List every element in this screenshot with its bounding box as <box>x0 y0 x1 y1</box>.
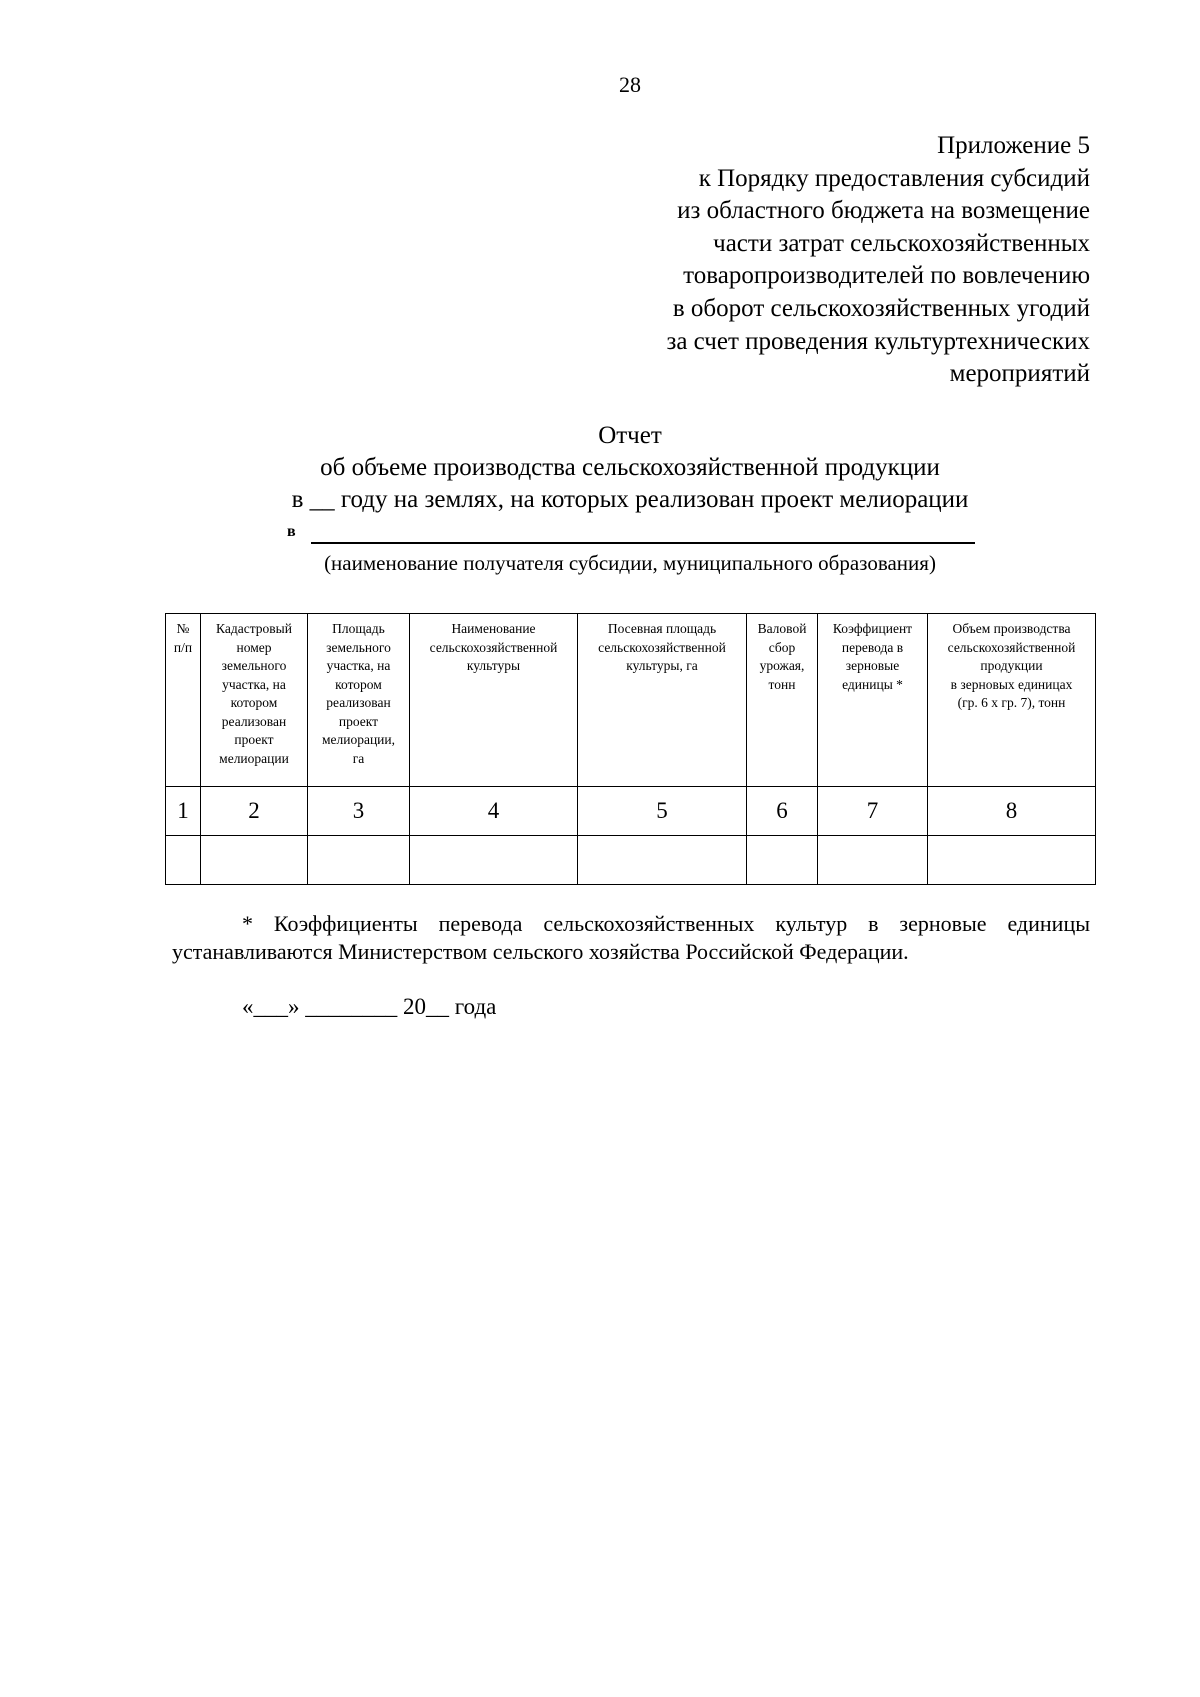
appendix-line: мероприятий <box>949 360 1090 388</box>
empty-cell <box>928 836 1096 885</box>
empty-cell <box>578 836 747 885</box>
table-header-cell <box>308 614 410 787</box>
report-subtitle-line: в __ году на землях, на которых реализован проект мелиорации <box>291 486 969 513</box>
table-header-cell <box>818 614 928 787</box>
appendix-line: Приложение 5 <box>937 132 1090 159</box>
table-empty-row <box>166 836 1096 885</box>
report-title-block <box>0 420 1200 516</box>
empty-cell <box>308 836 410 885</box>
appendix-line: части затрат сельскохозяйственных <box>713 229 1090 257</box>
column-header-text: № п/п <box>173 621 193 655</box>
empty-cell <box>410 836 578 885</box>
footnote <box>172 910 1090 966</box>
column-header-text: Валовой сбор урожая, тонн <box>757 621 807 692</box>
report-table <box>165 613 1096 885</box>
column-number-cell: 2 <box>201 787 308 836</box>
page-number: 28 <box>619 72 641 97</box>
column-number-cell: 3 <box>308 787 410 836</box>
column-header-text: Наименование сельскохозяйственной культуры <box>429 621 558 673</box>
report-subtitle-line: об объеме производства сельскохозяйственной продукции <box>320 454 940 481</box>
footnote-line: устанавливаются Министерством сельского хозяйства Российской Федерации. <box>172 939 909 964</box>
column-header-text: Объем производства сельскохозяйственной продукции в зерновых единицах (гр. 6 х гр. 7), тонн <box>947 621 1076 710</box>
column-header-text: Посевная площадь сельскохозяйственной культуры, га <box>598 621 726 673</box>
table-header-cell <box>928 614 1096 787</box>
recipient-blank-line <box>311 542 975 544</box>
column-number-cell: 7 <box>818 787 928 836</box>
recipient-caption: (наименование получателя субсидии, муниципального образования) <box>324 551 936 575</box>
table-header-cell <box>201 614 308 787</box>
report-title: Отчет <box>598 422 662 449</box>
empty-cell <box>818 836 928 885</box>
empty-cell <box>747 836 818 885</box>
table-header-cell <box>166 614 201 787</box>
table-header-row <box>166 614 1096 787</box>
table-column-number-row <box>166 787 1096 836</box>
appendix-line: в оборот сельскохозяйственных угодий <box>672 294 1090 322</box>
footnote-line: * Коэффициенты перевода сельскохозяйственных культур в зерновые единицы <box>242 911 1090 936</box>
column-number-cell: 4 <box>410 787 578 836</box>
column-header-text: Кадастровый номер земельного участка, на котором реализован проект мелиорации <box>216 621 292 766</box>
table-header-cell <box>747 614 818 787</box>
table-header-cell <box>578 614 747 787</box>
date-line: «___» ________ 20__ года <box>242 994 497 1019</box>
column-header-text: Коэффициент перевода в зерновые единицы * <box>832 621 913 692</box>
recipient-prefix: в <box>287 523 296 540</box>
appendix-line: к Порядку предоставления субсидий <box>698 164 1090 192</box>
appendix-heading <box>470 130 1090 391</box>
column-number-cell: 5 <box>578 787 747 836</box>
table-header-cell <box>410 614 578 787</box>
empty-cell <box>166 836 201 885</box>
appendix-line: из областного бюджета на возмещение <box>677 197 1090 225</box>
appendix-line: за счет проведения культуртехнических <box>666 327 1090 355</box>
column-number-cell: 6 <box>747 787 818 836</box>
column-number-cell: 8 <box>928 787 1096 836</box>
column-header-text: Площадь земельного участка, на котором реализован проект мелиорации, га <box>321 621 396 766</box>
column-number-cell: 1 <box>166 787 201 836</box>
empty-cell <box>201 836 308 885</box>
appendix-line: товаропроизводителей по вовлечению <box>683 262 1090 290</box>
